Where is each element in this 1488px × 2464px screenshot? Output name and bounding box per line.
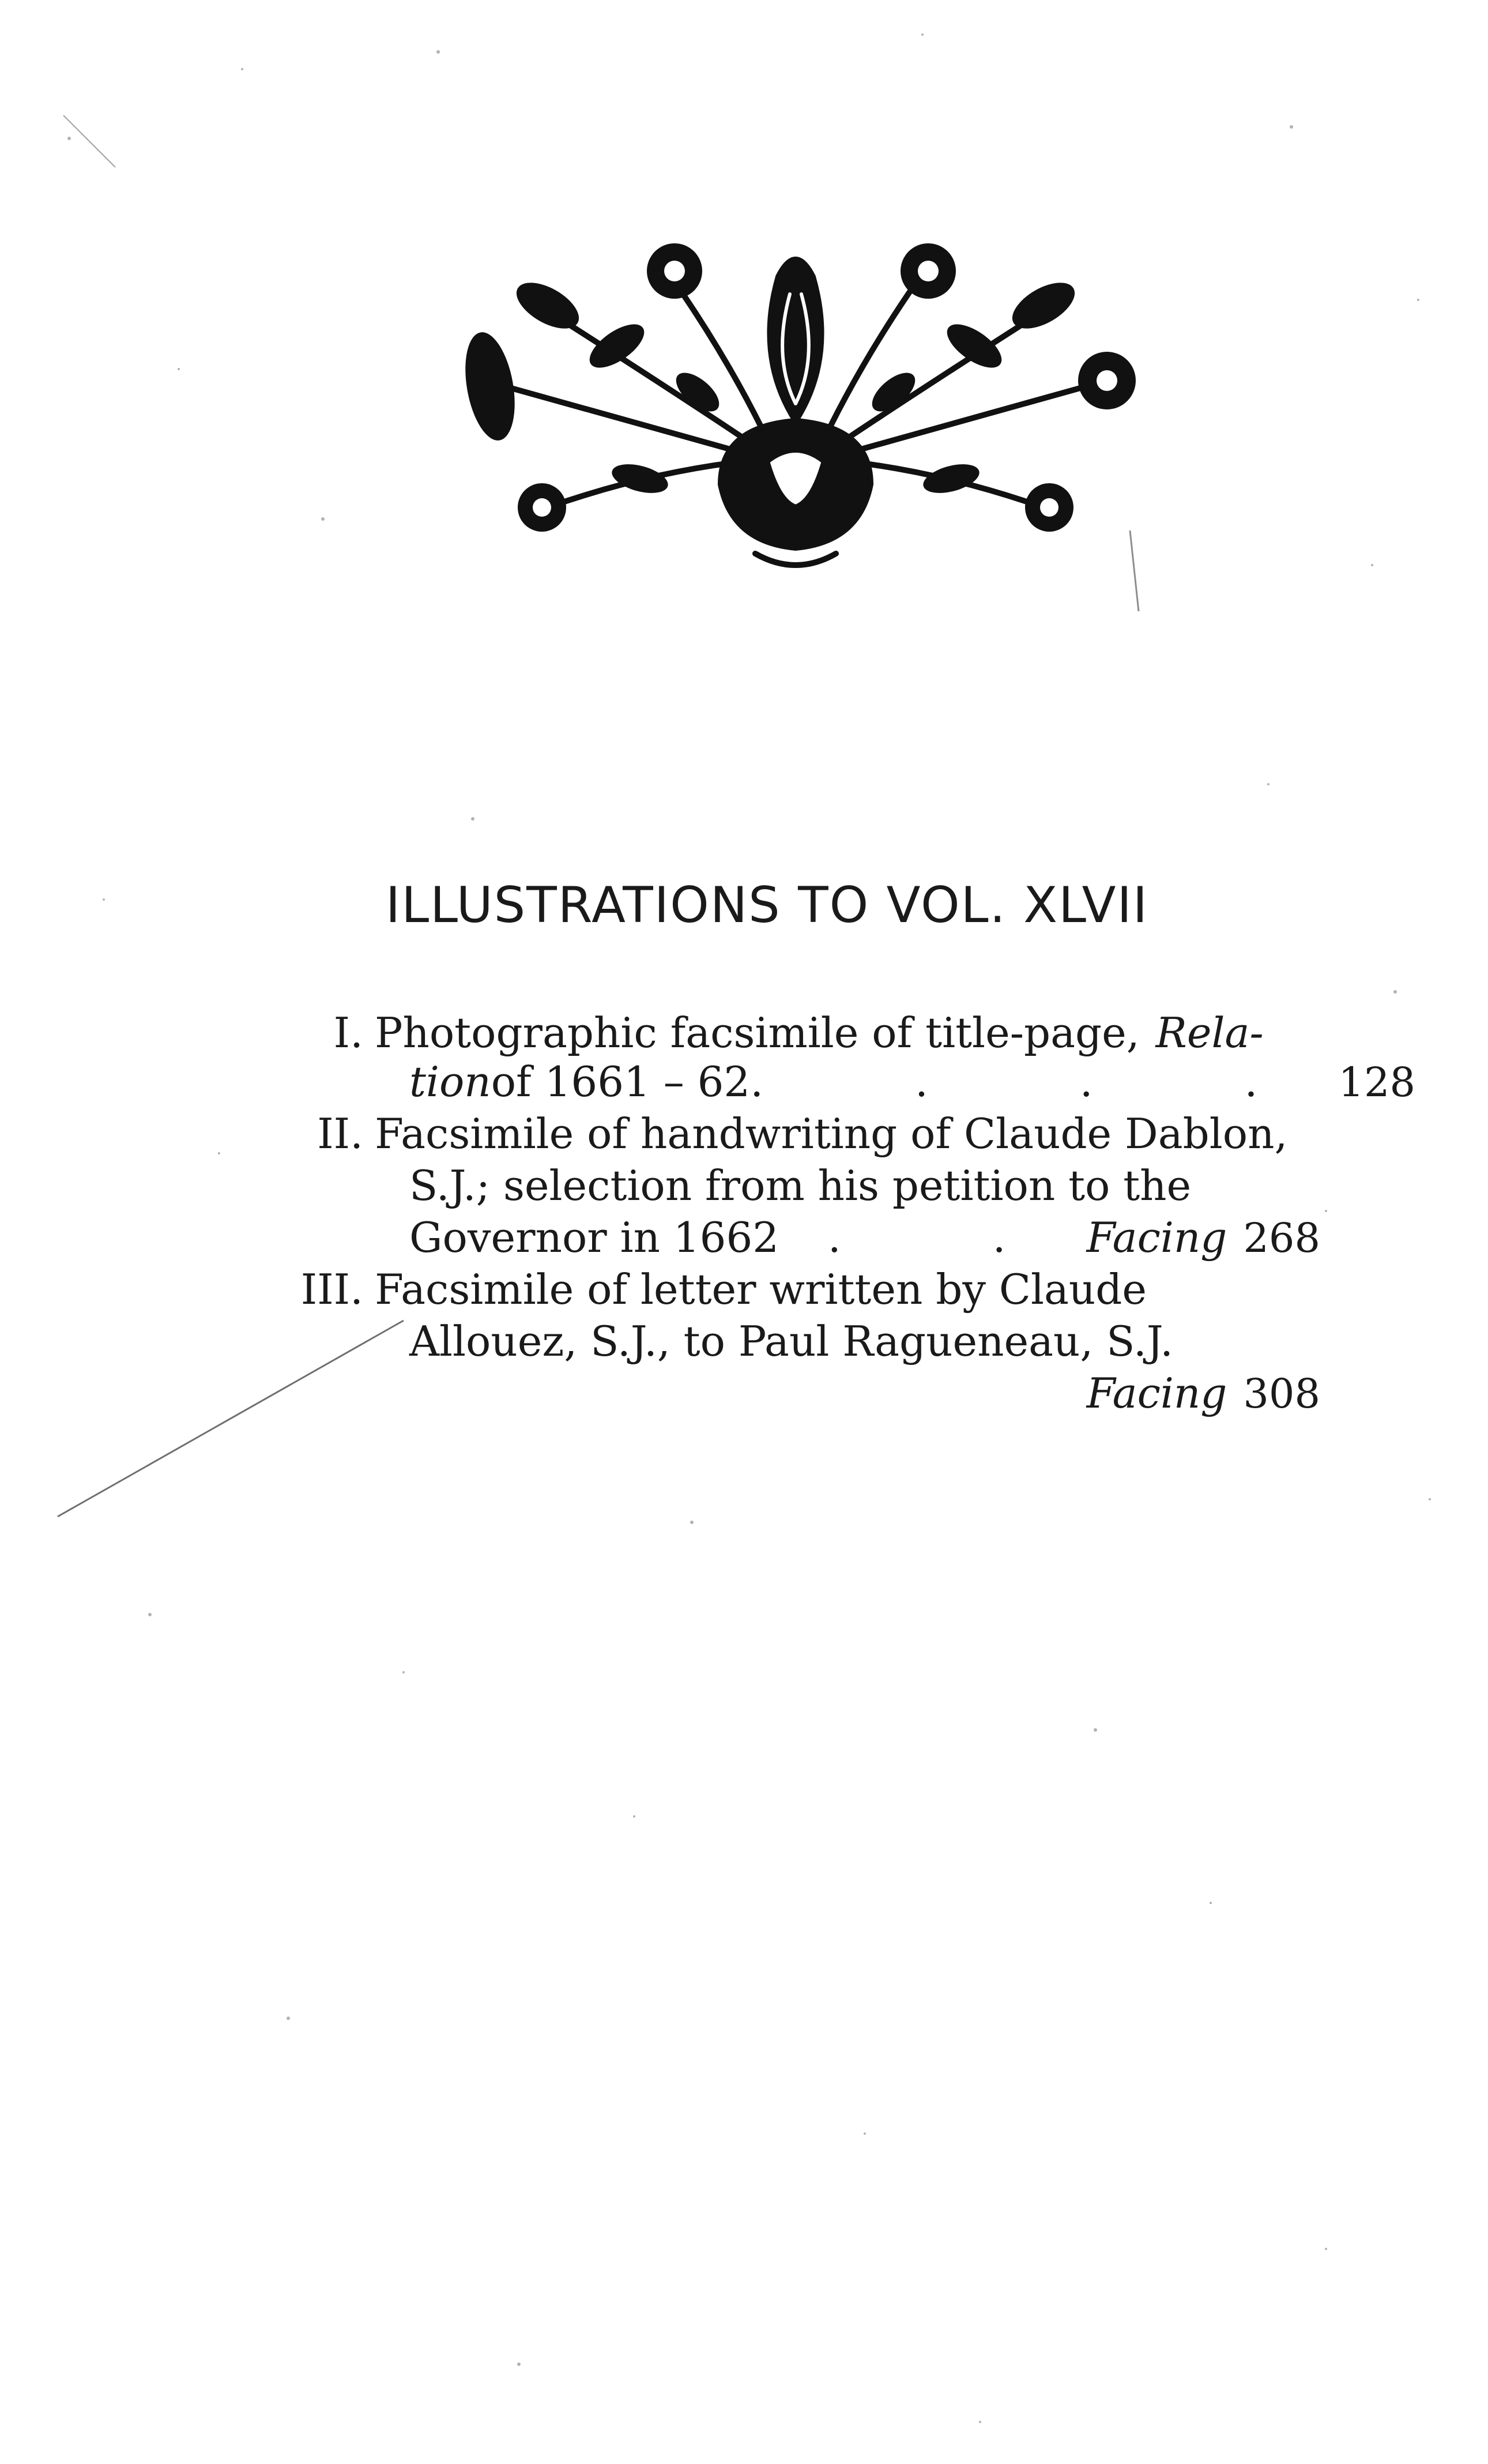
dot-leaders: . . . . xyxy=(750,1058,1327,1106)
facing-label: Facing xyxy=(1086,1213,1227,1262)
list-item-continuation xyxy=(409,1213,1320,1262)
entry-description: S.J.; selection from his petition to the xyxy=(409,1161,1192,1210)
entry-description: Facsimile of handwriting of Claude Dablon, xyxy=(375,1109,1288,1158)
floral-vase-ornament-icon xyxy=(398,231,1193,577)
list-item xyxy=(300,1265,1320,1314)
list-item-continuation xyxy=(409,1317,1320,1365)
entry-description-italic: Rela- xyxy=(1155,1009,1264,1057)
list-item xyxy=(317,1109,1320,1158)
entry-numeral: I. xyxy=(333,1009,363,1057)
entry-description: Governor in 1662 xyxy=(409,1213,779,1262)
entry-description: Photographic facsimile of title-page, xyxy=(375,1009,1140,1057)
page-number: 128 xyxy=(1338,1059,1416,1106)
entry-description: Allouez, S.J., to Paul Ragueneau, S.J. xyxy=(409,1317,1173,1365)
page-number: 308 xyxy=(1243,1370,1320,1417)
entry-numeral: III. xyxy=(300,1265,363,1314)
list-item-continuation xyxy=(409,1161,1320,1210)
page-title: ILLUSTRATIONS TO VOL. XLVII xyxy=(385,876,1149,934)
list-item-continuation xyxy=(409,1058,1416,1106)
entry-description: Facsimile of letter written by Claude xyxy=(375,1265,1147,1314)
dot-leaders: . . xyxy=(827,1213,1075,1262)
entry-description: of 1661 – 62 xyxy=(491,1058,751,1106)
page-number: 268 xyxy=(1243,1214,1320,1262)
list-item-continuation xyxy=(409,1369,1320,1417)
entry-description-italic: tion xyxy=(409,1058,491,1106)
entry-numeral: II. xyxy=(317,1109,363,1158)
list-item xyxy=(333,1009,1320,1057)
facing-label: Facing xyxy=(1086,1369,1227,1417)
